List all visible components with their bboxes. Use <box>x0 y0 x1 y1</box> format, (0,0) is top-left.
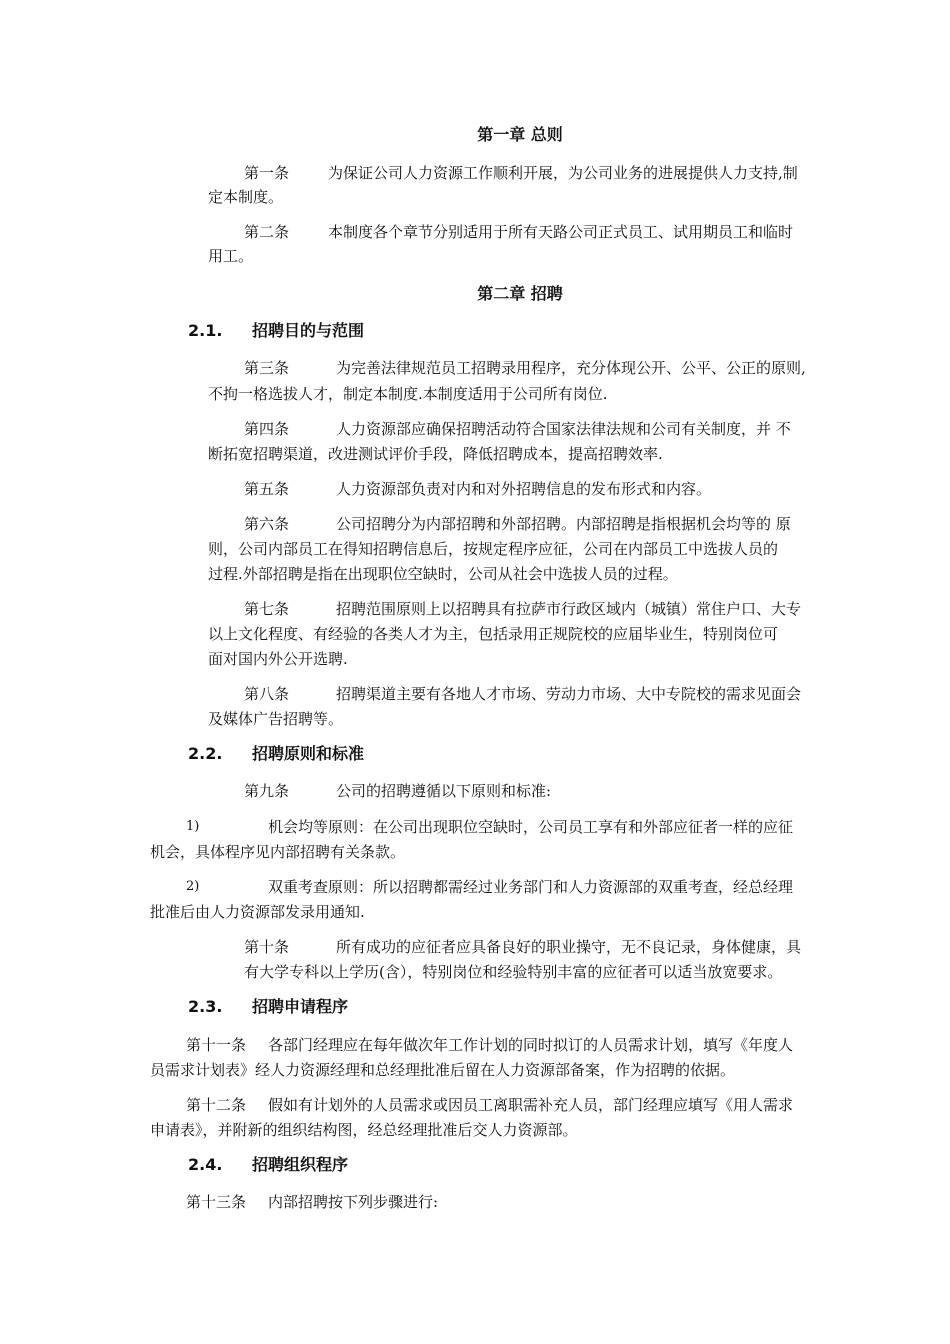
section-2-1-title: 招聘目的与范围 <box>252 321 365 340</box>
section-2-2-heading <box>188 743 364 765</box>
item-2-line-1: 双重考查原则：所以招聘都需经过业务部门和人力资源部的双重考查，经总经理 <box>268 878 794 896</box>
article-8-line-1: 招聘渠道主要有各地人才市场、劳动力市场、大中专院校的需求见面会 <box>336 685 802 703</box>
article-6-line-1: 公司招聘分为内部招聘和外部招聘。内部招聘是指根据机会均等的 原 <box>336 515 791 533</box>
section-2-4-heading <box>188 1154 348 1176</box>
article-7-line-1: 招聘范围原则上以招聘具有拉萨市行政区域内（城镇）常住户口、大专 <box>336 600 802 618</box>
article-2-line-1: 本制度各个章节分别适用于所有天路公司正式员工、试用期员工和临时 <box>328 223 794 241</box>
article-10-line-1: 所有成功的应征者应具备良好的职业操守，无不良记录，身体健康，具 <box>336 938 802 956</box>
article-4-line-1: 人力资源部应确保招聘活动符合国家法律法规和公司有关制度，并 不 <box>336 420 791 438</box>
article-4-line-2: 断拓宽招聘渠道，改进测试评价手段，降低招聘成本，提高招聘效率. <box>208 445 663 463</box>
article-12-line-2: 申请表》，并附新的组织结构图，经总经理批准后交人力资源部。 <box>150 1121 578 1139</box>
article-12-label: 第十二条 <box>186 1096 247 1114</box>
article-6-line-2: 则，公司内部员工在得知招聘信息后，按规定程序应征，公司在内部员工中选拔人员的 <box>208 540 779 558</box>
item-1-line-1: 机会均等原则：在公司出现职位空缺时，公司员工享有和外部应征者一样的应征 <box>268 818 794 836</box>
article-8-line-2: 及媒体广告招聘等。 <box>208 710 344 728</box>
section-2-4-number: 2.4. <box>188 1155 223 1174</box>
article-7-label: 第七条 <box>244 600 290 618</box>
section-2-3-number: 2.3. <box>188 997 223 1016</box>
article-12-line-1: 假如有计划外的人员需求或因员工离职需补充人员，部门经理应填写《用人需求 <box>268 1096 794 1114</box>
article-8-label: 第八条 <box>244 685 290 703</box>
article-13-label: 第十三条 <box>186 1193 247 1211</box>
chapter-2-title: 第二章 招聘 <box>477 284 563 303</box>
article-2-label: 第二条 <box>244 223 290 241</box>
article-7-line-3: 面对国内外公开选聘. <box>208 650 348 668</box>
article-9-line-1: 公司的招聘遵循以下原则和标准: <box>336 782 552 800</box>
article-5-line-1: 人力资源部负责对内和对外招聘信息的发布形式和内容。 <box>336 480 712 498</box>
item-2-line-2: 批准后由人力资源部发录用通知. <box>150 903 365 921</box>
section-2-1-number: 2.1. <box>188 321 223 340</box>
section-2-4-title: 招聘组织程序 <box>252 1155 349 1174</box>
article-10-label: 第十条 <box>244 938 290 956</box>
article-3-label: 第三条 <box>244 359 290 377</box>
article-10-line-2: 有大学专科以上学历(含），特别岗位和经验特别丰富的应征者可以适当放宽要求。 <box>244 963 783 981</box>
section-2-2-title: 招聘原则和标准 <box>252 744 365 763</box>
article-3-line-2: 不拘一格选拔人才，制定本制度.本制度适用于公司所有岗位. <box>208 385 608 403</box>
article-11-label: 第十一条 <box>186 1036 247 1054</box>
article-1-label: 第一条 <box>244 164 290 182</box>
article-11-line-1: 各部门经理应在每年做次年工作计划的同时拟订的人员需求计划，填写《年度人 <box>268 1036 794 1054</box>
section-2-2-number: 2.2. <box>188 744 223 763</box>
article-1-line-2: 定本制度。 <box>208 188 284 206</box>
article-2-line-2: 用工。 <box>208 247 254 265</box>
section-2-1-heading <box>188 320 364 342</box>
article-11-line-2: 员需求计划表》经人力资源经理和总经理批准后留在人力资源部备案，作为招聘的依据。 <box>150 1061 736 1079</box>
article-3-line-1: 为完善法律规范员工招聘录用程序，充分体现公开、公平、公正的原则, <box>336 359 806 377</box>
article-6-label: 第六条 <box>244 515 290 533</box>
article-4-label: 第四条 <box>244 420 290 438</box>
item-1-line-2: 机会，具体程序见内部招聘有关条款。 <box>150 843 406 861</box>
item-1-label: 1) <box>186 819 200 834</box>
article-9-label: 第九条 <box>244 782 290 800</box>
section-2-3-heading <box>188 996 348 1018</box>
item-2-label: 2) <box>186 879 200 894</box>
chapter-1-title: 第一章 总则 <box>477 125 563 144</box>
article-5-label: 第五条 <box>244 480 290 498</box>
section-2-3-title: 招聘申请程序 <box>252 997 349 1016</box>
article-13-line-1: 内部招聘按下列步骤进行: <box>268 1193 439 1211</box>
article-1-line-1: 为保证公司人力资源工作顺利开展，为公司业务的进展提供人力支持,制 <box>328 164 798 182</box>
article-6-line-3: 过程.外部招聘是指在出现职位空缺时，公司从社会中选拔人员的过程。 <box>208 565 678 583</box>
article-7-line-2: 以上文化程度、有经验的各类人才为主，包括录用正规院校的应届毕业生，特别岗位可 <box>208 625 779 643</box>
